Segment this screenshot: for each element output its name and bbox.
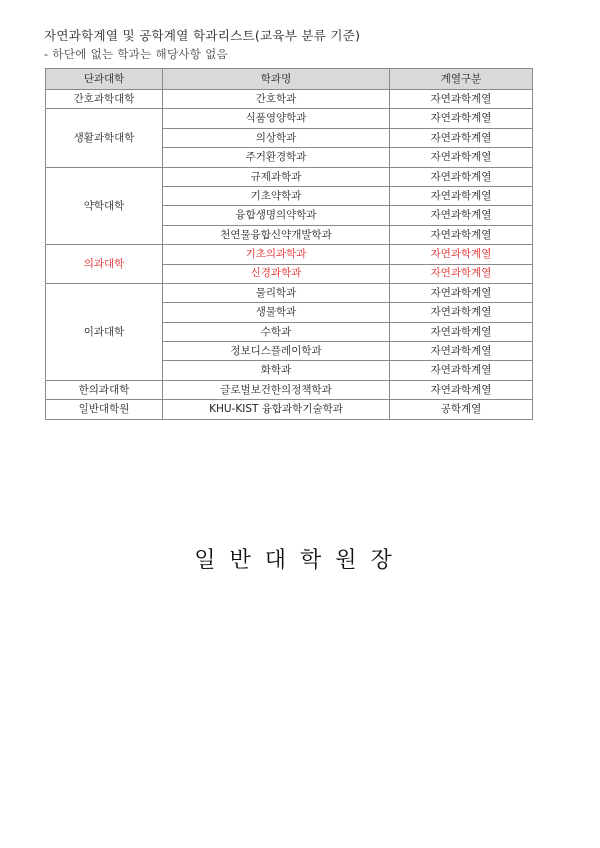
field-cell: 자연과학계열 (390, 264, 533, 283)
department-cell: 생물학과 (163, 303, 390, 322)
field-cell: 자연과학계열 (390, 109, 533, 128)
header-field: 계열구분 (390, 69, 533, 90)
department-cell: 신경과학과 (163, 264, 390, 283)
field-cell: 자연과학계열 (390, 361, 533, 380)
table-row (46, 380, 533, 399)
field-cell: 자연과학계열 (390, 322, 533, 341)
field-cell: 자연과학계열 (390, 148, 533, 167)
department-cell: 기초의과학과 (163, 245, 390, 264)
document-note: - 하단에 없는 학과는 해당사항 없음 (44, 47, 228, 61)
field-cell: 자연과학계열 (390, 380, 533, 399)
department-cell: 수학과 (163, 322, 390, 341)
field-cell: 자연과학계열 (390, 303, 533, 322)
department-cell: 기초약학과 (163, 186, 390, 205)
field-cell: 자연과학계열 (390, 186, 533, 205)
field-cell: 자연과학계열 (390, 90, 533, 109)
table-row (46, 400, 533, 419)
department-cell: 규제과학과 (163, 167, 390, 186)
department-cell: 간호학과 (163, 90, 390, 109)
table-row (46, 90, 533, 109)
department-cell: 천연물융합신약개발학과 (163, 225, 390, 244)
department-cell: 식품영양학과 (163, 109, 390, 128)
field-cell: 자연과학계열 (390, 283, 533, 302)
table-row (46, 167, 533, 186)
department-cell: 주거환경학과 (163, 148, 390, 167)
department-cell: 의상학과 (163, 128, 390, 147)
department-cell: 화학과 (163, 361, 390, 380)
college-cell: 일반대학원 (46, 400, 163, 419)
college-cell: 생활과학대학 (46, 109, 163, 167)
header-department: 학과명 (163, 69, 390, 90)
document-title: 자연과학계열 및 공학계열 학과리스트(교육부 분류 기준) (44, 28, 361, 43)
signature-dean: 일반대학원장 (194, 548, 406, 573)
table-row-highlighted (46, 245, 533, 264)
header-college: 단과대학 (46, 69, 163, 90)
department-cell: 물리학과 (163, 283, 390, 302)
field-cell: 자연과학계열 (390, 206, 533, 225)
department-cell: 정보디스플레이학과 (163, 342, 390, 361)
department-cell: KHU-KIST 융합과학기술학과 (163, 400, 390, 419)
department-cell: 글로벌보건한의정책학과 (163, 380, 390, 399)
college-cell: 한의과대학 (46, 380, 163, 399)
college-cell: 약학대학 (46, 167, 163, 245)
field-cell: 자연과학계열 (390, 167, 533, 186)
field-cell: 자연과학계열 (390, 342, 533, 361)
table-header-row (46, 69, 533, 90)
table-row (46, 109, 533, 128)
table-row (46, 283, 533, 302)
department-table (45, 68, 533, 420)
college-cell: 의과대학 (46, 245, 163, 284)
college-cell: 간호과학대학 (46, 90, 163, 109)
college-cell: 이과대학 (46, 283, 163, 380)
department-cell: 융합생명의약학과 (163, 206, 390, 225)
field-cell: 자연과학계열 (390, 225, 533, 244)
field-cell: 공학계열 (390, 400, 533, 419)
field-cell: 자연과학계열 (390, 128, 533, 147)
field-cell: 자연과학계열 (390, 245, 533, 264)
